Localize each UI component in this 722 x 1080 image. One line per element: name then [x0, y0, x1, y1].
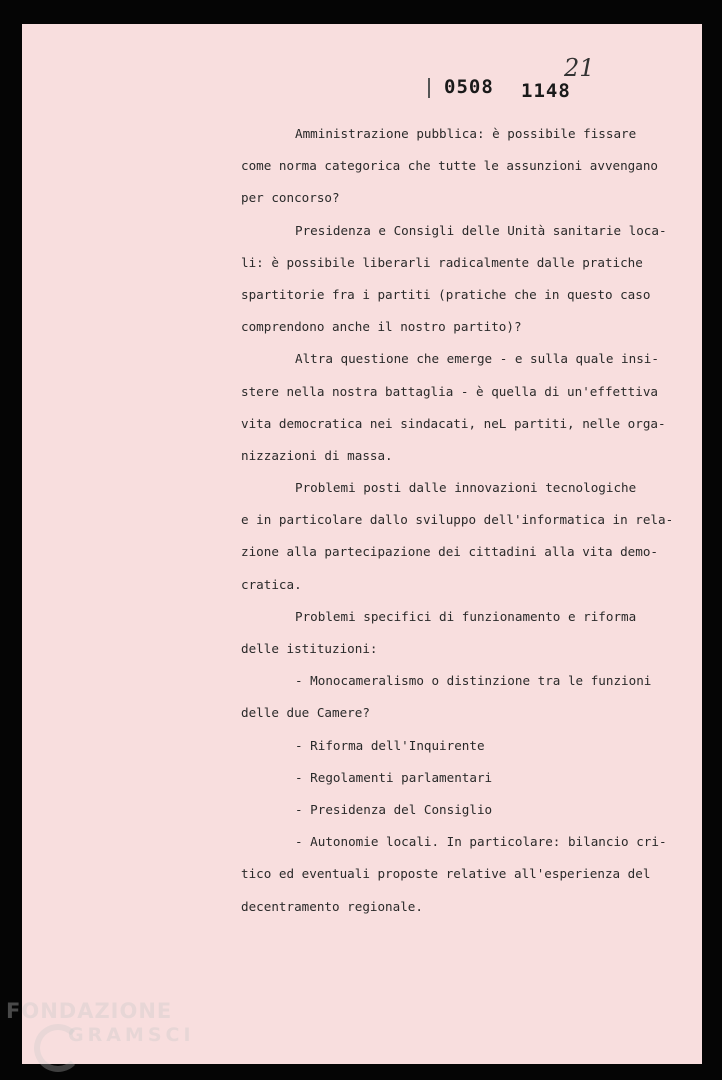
stamp-mark — [428, 78, 430, 98]
text-line: cratica. — [241, 576, 302, 592]
text-line: vita democratica nei sindacati, neL partiti, nelle orga- — [241, 415, 666, 431]
text-line: come norma categorica che tutte le assunzioni avvengano — [241, 158, 659, 174]
text-line: li: è possibile liberarli radicalmente dalle pratiche — [241, 254, 643, 270]
text-line: comprendono anche il nostro partito)? — [241, 319, 522, 335]
text-line: nizzazioni di massa. — [241, 447, 393, 463]
handwritten-page-number: 21 — [564, 54, 595, 82]
text-line: delle due Camere? — [241, 705, 370, 721]
text-line: - Autonomie locali. In particolare: bilancio cri- — [295, 834, 667, 850]
text-line: Problemi specifici di funzionamento e riforma — [295, 608, 637, 624]
text-line: stere nella nostra battaglia - è quella di un'effettiva — [241, 383, 659, 399]
watermark-line2: GRAMSCI — [68, 1024, 195, 1046]
text-line: e in particolare dallo sviluppo dell'informatica in rela- — [241, 512, 674, 528]
text-line: - Regolamenti parlamentari — [295, 769, 493, 785]
text-line: - Presidenza del Consiglio — [295, 801, 493, 817]
text-line: - Monocameralismo o distinzione tra le funzioni — [295, 673, 652, 689]
watermark-line1: FONDAZIONE — [6, 999, 173, 1023]
text-line: delle istituzioni: — [241, 641, 378, 656]
text-line: - Riforma dell'Inquirente — [295, 737, 485, 753]
text-line: spartitorie fra i partiti (pratiche che in questo caso — [241, 286, 651, 302]
watermark-logo — [6, 999, 195, 1046]
text-line: Presidenza e Consigli delle Unità sanitarie loca- — [295, 222, 667, 238]
text-line: Problemi posti dalle innovazioni tecnologiche — [295, 480, 637, 496]
text-line: Altra questione che emerge - e sulla quale insi- — [295, 351, 659, 367]
archive-number-left: 0508 — [444, 76, 494, 98]
text-line: tico ed eventuali proposte relative all'esperienza del — [241, 866, 651, 882]
text-line: Amministrazione pubblica: è possibile fissare — [295, 126, 637, 141]
typewritten-body — [241, 118, 674, 923]
text-line: zione alla partecipazione dei cittadini alla vita demo- — [241, 544, 659, 560]
text-line: per concorso? — [241, 190, 340, 206]
text-line: decentramento regionale. — [241, 898, 423, 914]
archive-number-right: 1148 — [521, 80, 571, 102]
